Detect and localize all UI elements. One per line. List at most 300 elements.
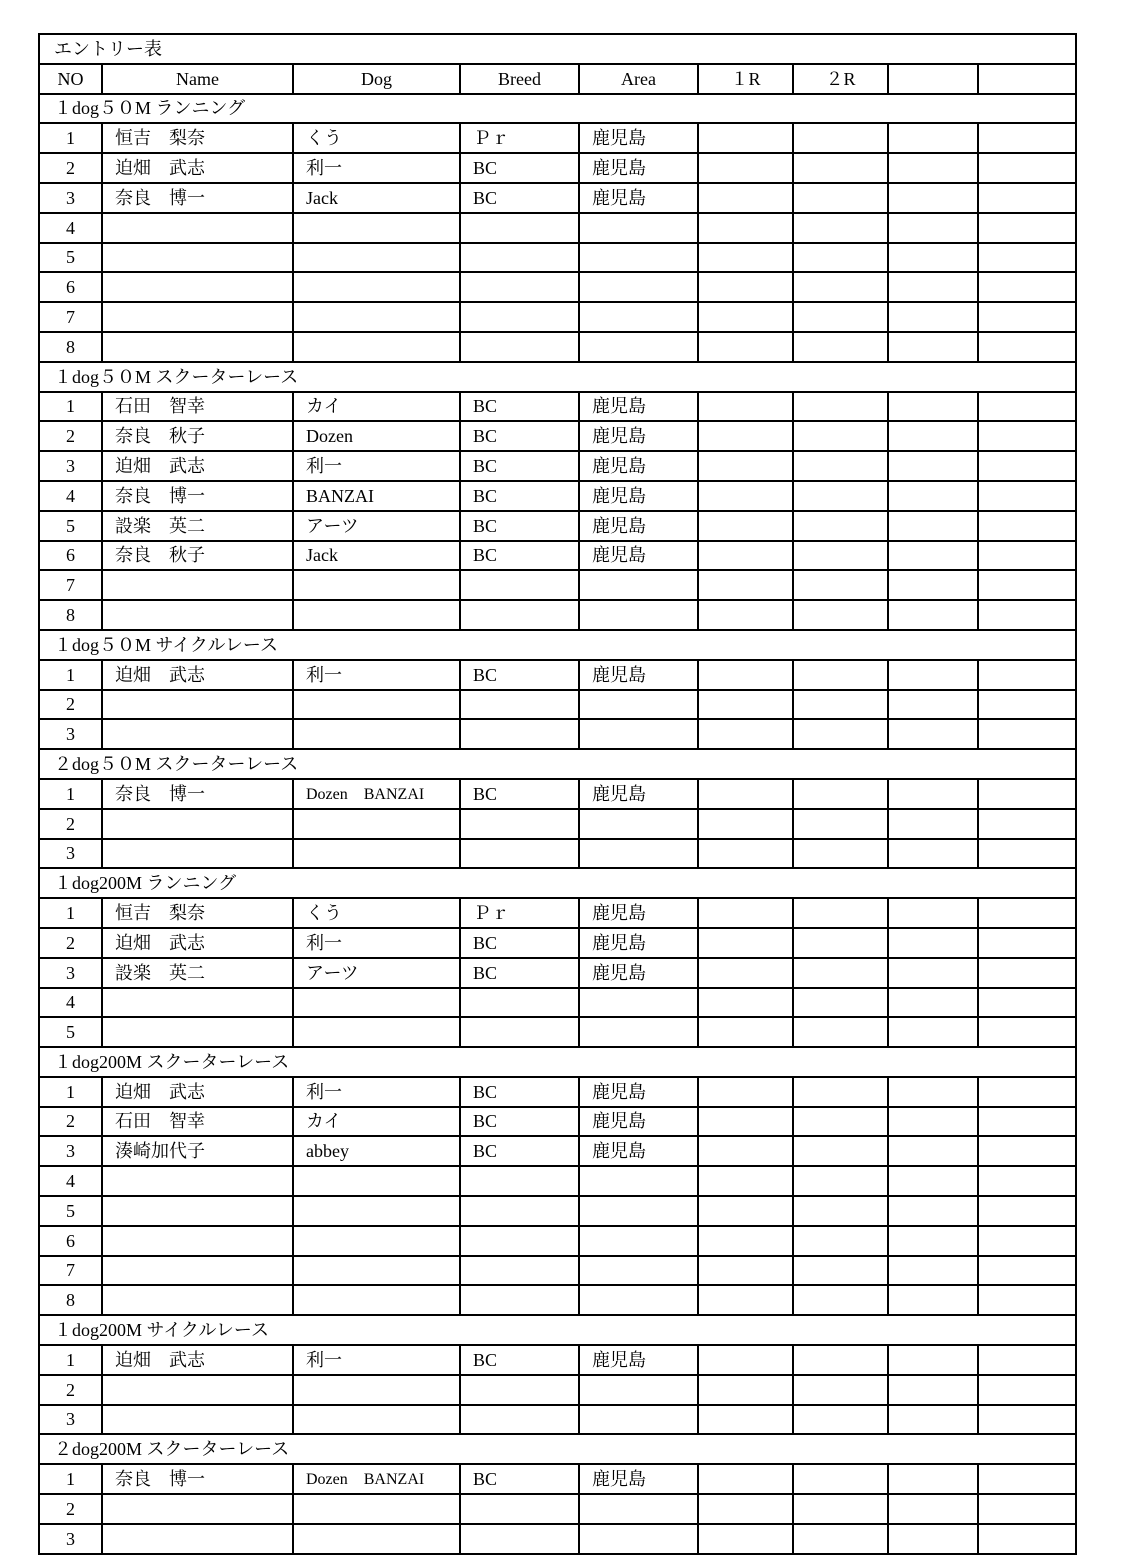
entry-name: 設楽 英二: [102, 958, 293, 988]
extra-cell-1: [888, 1464, 978, 1494]
entry-area: [579, 1524, 698, 1554]
entry-name: 迫畑 武志: [102, 153, 293, 183]
entry-breed: [460, 1524, 579, 1554]
round-1-cell: [698, 1285, 793, 1315]
entry-number: 6: [39, 272, 102, 302]
entry-breed: BC: [460, 451, 579, 481]
table-row: [39, 1107, 1076, 1137]
extra-cell-2: [978, 958, 1076, 988]
table-title: エントリー表: [39, 34, 1076, 64]
entry-dog: [293, 1375, 460, 1405]
extra-cell-1: [888, 213, 978, 243]
entry-name: [102, 1524, 293, 1554]
entry-dog: 利一: [293, 1345, 460, 1375]
entry-breed: [460, 302, 579, 332]
entry-dog: [293, 1017, 460, 1047]
round-1-cell: [698, 570, 793, 600]
extra-cell-2: [978, 1166, 1076, 1196]
entry-breed: [460, 1285, 579, 1315]
entry-area: 鹿児島: [579, 958, 698, 988]
entry-dog: [293, 839, 460, 869]
entry-number: 7: [39, 570, 102, 600]
round-2-cell: [793, 1405, 888, 1435]
entry-area: 鹿児島: [579, 1464, 698, 1494]
round-2-cell: [793, 1196, 888, 1226]
table-row: [39, 660, 1076, 690]
table-row: [39, 1077, 1076, 1107]
round-2-cell: [793, 1226, 888, 1256]
entry-number: 1: [39, 1077, 102, 1107]
round-2-cell: [793, 1077, 888, 1107]
header-round-2: ２R: [793, 64, 888, 94]
entry-dog: [293, 1405, 460, 1435]
extra-cell-1: [888, 481, 978, 511]
entry-name: 奈良 博一: [102, 779, 293, 809]
round-2-cell: [793, 1285, 888, 1315]
extra-cell-1: [888, 928, 978, 958]
entry-dog: [293, 988, 460, 1018]
entry-breed: [460, 1166, 579, 1196]
table-row: [39, 1494, 1076, 1524]
round-1-cell: [698, 511, 793, 541]
entry-number: 6: [39, 1226, 102, 1256]
round-2-cell: [793, 541, 888, 571]
entry-area: [579, 839, 698, 869]
table-row: [39, 928, 1076, 958]
round-2-cell: [793, 1375, 888, 1405]
extra-cell-1: [888, 839, 978, 869]
entry-name: [102, 272, 293, 302]
entry-breed: BC: [460, 1345, 579, 1375]
extra-cell-1: [888, 272, 978, 302]
extra-cell-1: [888, 1166, 978, 1196]
entry-number: 3: [39, 1524, 102, 1554]
entry-name: 石田 智幸: [102, 1107, 293, 1137]
entry-number: 6: [39, 541, 102, 571]
round-2-cell: [793, 898, 888, 928]
entry-number: 4: [39, 1166, 102, 1196]
entry-area: [579, 600, 698, 630]
entry-area: [579, 302, 698, 332]
round-2-cell: [793, 123, 888, 153]
table-row: [39, 898, 1076, 928]
table-row: [39, 421, 1076, 451]
round-1-cell: [698, 809, 793, 839]
entry-name: 奈良 秋子: [102, 421, 293, 451]
entry-dog: [293, 600, 460, 630]
entry-breed: BC: [460, 421, 579, 451]
extra-cell-2: [978, 183, 1076, 213]
extra-cell-1: [888, 600, 978, 630]
entry-number: 7: [39, 1256, 102, 1286]
entry-breed: [460, 1226, 579, 1256]
round-1-cell: [698, 213, 793, 243]
extra-cell-1: [888, 451, 978, 481]
entry-breed: [460, 570, 579, 600]
section-title: １dog５０M スクーターレース: [39, 362, 1076, 392]
extra-cell-2: [978, 1077, 1076, 1107]
entry-number: 5: [39, 1196, 102, 1226]
extra-cell-2: [978, 1524, 1076, 1554]
entry-area: 鹿児島: [579, 1077, 698, 1107]
entry-dog: [293, 809, 460, 839]
section-row: [39, 362, 1076, 392]
entry-name: 迫畑 武志: [102, 1345, 293, 1375]
table-row: [39, 153, 1076, 183]
entry-area: 鹿児島: [579, 1136, 698, 1166]
section-title: １dog200M スクーターレース: [39, 1047, 1076, 1077]
table-row: [39, 332, 1076, 362]
extra-cell-1: [888, 1524, 978, 1554]
table-row: [39, 541, 1076, 571]
entry-breed: BC: [460, 153, 579, 183]
round-1-cell: [698, 719, 793, 749]
table-row: [39, 690, 1076, 720]
entry-breed: [460, 690, 579, 720]
round-1-cell: [698, 332, 793, 362]
table-row: [39, 1256, 1076, 1286]
entry-breed: BC: [460, 1107, 579, 1137]
entry-dog: 利一: [293, 660, 460, 690]
extra-cell-2: [978, 1375, 1076, 1405]
entry-number: 3: [39, 958, 102, 988]
entry-breed: Ｐｒ: [460, 123, 579, 153]
entry-dog: BANZAI: [293, 481, 460, 511]
round-2-cell: [793, 839, 888, 869]
round-1-cell: [698, 898, 793, 928]
header-breed: Breed: [460, 64, 579, 94]
extra-cell-1: [888, 809, 978, 839]
extra-cell-1: [888, 958, 978, 988]
round-1-cell: [698, 392, 793, 422]
round-2-cell: [793, 1166, 888, 1196]
entry-area: [579, 988, 698, 1018]
round-1-cell: [698, 1524, 793, 1554]
extra-cell-1: [888, 123, 978, 153]
entry-area: 鹿児島: [579, 451, 698, 481]
table-row: [39, 183, 1076, 213]
extra-cell-1: [888, 302, 978, 332]
entry-number: 8: [39, 600, 102, 630]
entry-area: 鹿児島: [579, 183, 698, 213]
round-1-cell: [698, 958, 793, 988]
round-1-cell: [698, 541, 793, 571]
extra-cell-2: [978, 153, 1076, 183]
table-row: [39, 392, 1076, 422]
round-1-cell: [698, 302, 793, 332]
entry-area: 鹿児島: [579, 928, 698, 958]
table-row: [39, 779, 1076, 809]
entry-breed: BC: [460, 392, 579, 422]
entry-breed: BC: [460, 958, 579, 988]
round-2-cell: [793, 392, 888, 422]
entry-dog: [293, 1166, 460, 1196]
round-2-cell: [793, 511, 888, 541]
entry-breed: [460, 332, 579, 362]
entry-number: 2: [39, 1107, 102, 1137]
entry-number: 2: [39, 421, 102, 451]
extra-cell-2: [978, 1285, 1076, 1315]
entry-dog: [293, 243, 460, 273]
entry-area: 鹿児島: [579, 541, 698, 571]
entry-area: 鹿児島: [579, 392, 698, 422]
section-title: ２dog５０M スクーターレース: [39, 749, 1076, 779]
section-row: [39, 630, 1076, 660]
entry-number: 1: [39, 1345, 102, 1375]
entry-name: [102, 1166, 293, 1196]
table-row: [39, 988, 1076, 1018]
entry-breed: [460, 1017, 579, 1047]
extra-cell-2: [978, 898, 1076, 928]
table-row: [39, 1226, 1076, 1256]
extra-cell-2: [978, 809, 1076, 839]
round-2-cell: [793, 153, 888, 183]
entry-breed: [460, 988, 579, 1018]
round-1-cell: [698, 1107, 793, 1137]
entry-dog: アーツ: [293, 958, 460, 988]
extra-cell-2: [978, 1256, 1076, 1286]
entry-area: [579, 809, 698, 839]
extra-cell-1: [888, 1077, 978, 1107]
table-row: [39, 511, 1076, 541]
entry-name: [102, 1256, 293, 1286]
table-row: [39, 213, 1076, 243]
entry-dog: [293, 213, 460, 243]
entry-area: [579, 570, 698, 600]
round-2-cell: [793, 213, 888, 243]
extra-cell-2: [978, 779, 1076, 809]
entry-name: 迫畑 武志: [102, 660, 293, 690]
section-row: [39, 1047, 1076, 1077]
entry-breed: [460, 1196, 579, 1226]
entry-area: 鹿児島: [579, 898, 698, 928]
section-title: １dog５０M ランニング: [39, 94, 1076, 124]
entry-number: 2: [39, 1494, 102, 1524]
entry-dog: [293, 1494, 460, 1524]
round-2-cell: [793, 1256, 888, 1286]
section-title: １dog200M ランニング: [39, 868, 1076, 898]
entry-dog: [293, 1256, 460, 1286]
extra-cell-1: [888, 1256, 978, 1286]
entry-dog: 利一: [293, 451, 460, 481]
round-2-cell: [793, 690, 888, 720]
table-row: [39, 1345, 1076, 1375]
entry-number: 1: [39, 660, 102, 690]
entry-name: 奈良 博一: [102, 183, 293, 213]
entry-breed: Ｐｒ: [460, 898, 579, 928]
table-row: [39, 302, 1076, 332]
round-1-cell: [698, 1256, 793, 1286]
entry-name: [102, 988, 293, 1018]
round-1-cell: [698, 1196, 793, 1226]
entry-area: 鹿児島: [579, 660, 698, 690]
entry-name: 迫畑 武志: [102, 928, 293, 958]
round-2-cell: [793, 600, 888, 630]
extra-cell-1: [888, 1196, 978, 1226]
extra-cell-2: [978, 421, 1076, 451]
entry-area: [579, 719, 698, 749]
table-row: [39, 958, 1076, 988]
extra-cell-2: [978, 1017, 1076, 1047]
entry-breed: [460, 839, 579, 869]
entry-number: 4: [39, 481, 102, 511]
round-2-cell: [793, 1136, 888, 1166]
round-1-cell: [698, 153, 793, 183]
header-dog: Dog: [293, 64, 460, 94]
extra-cell-1: [888, 392, 978, 422]
entry-area: [579, 1494, 698, 1524]
round-2-cell: [793, 1494, 888, 1524]
table-row: [39, 243, 1076, 273]
entry-dog: カイ: [293, 392, 460, 422]
entry-number: 7: [39, 302, 102, 332]
round-2-cell: [793, 570, 888, 600]
extra-cell-1: [888, 1345, 978, 1375]
entry-area: [579, 213, 698, 243]
table-row: [39, 1524, 1076, 1554]
entry-name: [102, 213, 293, 243]
extra-cell-1: [888, 1017, 978, 1047]
round-2-cell: [793, 451, 888, 481]
entry-dog: Jack: [293, 183, 460, 213]
entry-dog: [293, 302, 460, 332]
round-1-cell: [698, 839, 793, 869]
extra-cell-1: [888, 153, 978, 183]
entry-breed: [460, 1405, 579, 1435]
entry-breed: [460, 1375, 579, 1405]
entry-dog: アーツ: [293, 511, 460, 541]
entry-name: 迫畑 武志: [102, 451, 293, 481]
entry-dog: カイ: [293, 1107, 460, 1137]
extra-cell-2: [978, 1494, 1076, 1524]
entry-name: [102, 332, 293, 362]
round-2-cell: [793, 243, 888, 273]
table-row: [39, 481, 1076, 511]
extra-cell-2: [978, 481, 1076, 511]
header-row: [39, 64, 1076, 94]
entry-name: 設楽 英二: [102, 511, 293, 541]
round-2-cell: [793, 719, 888, 749]
title-row: [39, 34, 1076, 64]
extra-cell-2: [978, 719, 1076, 749]
entry-breed: BC: [460, 541, 579, 571]
table-row: [39, 1285, 1076, 1315]
entry-area: [579, 1166, 698, 1196]
round-1-cell: [698, 928, 793, 958]
entry-dog: [293, 272, 460, 302]
section-row: [39, 1315, 1076, 1345]
entry-dog: 利一: [293, 153, 460, 183]
entry-number: 1: [39, 392, 102, 422]
entry-name: 奈良 博一: [102, 481, 293, 511]
extra-cell-1: [888, 1136, 978, 1166]
round-2-cell: [793, 779, 888, 809]
round-2-cell: [793, 1017, 888, 1047]
round-1-cell: [698, 123, 793, 153]
entry-name: [102, 690, 293, 720]
table-row: [39, 1166, 1076, 1196]
entry-name: 奈良 博一: [102, 1464, 293, 1494]
table-row: [39, 272, 1076, 302]
entry-dog: Dozen BANZAI: [293, 1464, 460, 1494]
extra-cell-2: [978, 1464, 1076, 1494]
entry-name: [102, 839, 293, 869]
entry-name: [102, 1017, 293, 1047]
extra-cell-1: [888, 243, 978, 273]
entry-number: 2: [39, 1375, 102, 1405]
round-2-cell: [793, 272, 888, 302]
section-title: １dog200M サイクルレース: [39, 1315, 1076, 1345]
section-title: １dog５０M サイクルレース: [39, 630, 1076, 660]
round-2-cell: [793, 660, 888, 690]
entry-number: 2: [39, 809, 102, 839]
round-1-cell: [698, 1136, 793, 1166]
extra-cell-2: [978, 839, 1076, 869]
entry-dog: [293, 1196, 460, 1226]
entry-number: 3: [39, 183, 102, 213]
entry-breed: [460, 719, 579, 749]
round-1-cell: [698, 1226, 793, 1256]
entry-number: 2: [39, 153, 102, 183]
round-1-cell: [698, 1077, 793, 1107]
round-1-cell: [698, 1375, 793, 1405]
entry-breed: [460, 1256, 579, 1286]
entry-number: 3: [39, 839, 102, 869]
entry-area: [579, 243, 698, 273]
round-1-cell: [698, 660, 793, 690]
entry-name: [102, 809, 293, 839]
entry-dog: [293, 1524, 460, 1554]
round-1-cell: [698, 421, 793, 451]
round-2-cell: [793, 809, 888, 839]
extra-cell-2: [978, 600, 1076, 630]
entry-area: [579, 1375, 698, 1405]
entry-name: [102, 1405, 293, 1435]
extra-cell-2: [978, 928, 1076, 958]
entry-name: [102, 1285, 293, 1315]
extra-cell-2: [978, 272, 1076, 302]
header-extra-1: [888, 64, 978, 94]
extra-cell-2: [978, 660, 1076, 690]
round-1-cell: [698, 988, 793, 1018]
extra-cell-2: [978, 1345, 1076, 1375]
header-no: NO: [39, 64, 102, 94]
round-1-cell: [698, 481, 793, 511]
extra-cell-2: [978, 392, 1076, 422]
header-round-1: １R: [698, 64, 793, 94]
entry-name: 恒吉 梨奈: [102, 123, 293, 153]
round-1-cell: [698, 1405, 793, 1435]
entry-number: 1: [39, 779, 102, 809]
entry-number: 5: [39, 243, 102, 273]
entry-breed: BC: [460, 1464, 579, 1494]
entry-area: [579, 1285, 698, 1315]
extra-cell-1: [888, 1375, 978, 1405]
entry-name: 奈良 秋子: [102, 541, 293, 571]
round-1-cell: [698, 1494, 793, 1524]
entry-number: 1: [39, 1464, 102, 1494]
table-row: [39, 451, 1076, 481]
entry-area: 鹿児島: [579, 779, 698, 809]
entry-number: 8: [39, 1285, 102, 1315]
round-2-cell: [793, 988, 888, 1018]
extra-cell-2: [978, 570, 1076, 600]
entry-area: 鹿児島: [579, 481, 698, 511]
round-1-cell: [698, 779, 793, 809]
entry-breed: [460, 272, 579, 302]
entry-area: [579, 690, 698, 720]
entry-number: 2: [39, 928, 102, 958]
